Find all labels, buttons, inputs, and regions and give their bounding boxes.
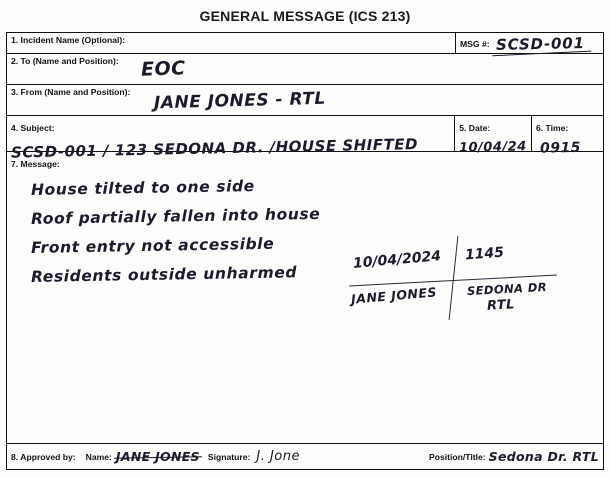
msg-number-field[interactable]: [455, 33, 603, 53]
row-to: [7, 54, 603, 85]
to-field[interactable]: [7, 54, 603, 84]
position-title-label: Position/Title:: [429, 451, 486, 462]
stamp-name: JANE JONES: [350, 284, 438, 307]
handwritten-signature-block: [347, 238, 562, 318]
row-approved-by: [7, 444, 603, 469]
signature-label: Signature:: [207, 451, 251, 462]
time-value: 0915: [539, 139, 582, 157]
stamp-time: 1145: [464, 244, 505, 264]
from-value: JANE JONES - RTL: [154, 88, 327, 114]
msg-number-value: SCSD-001: [495, 33, 585, 54]
position-title-value: Sedona Dr. RTL: [488, 449, 599, 464]
message-line: Residents outside unharmed: [30, 263, 298, 286]
row-incident-name: [7, 33, 603, 54]
date-field[interactable]: [454, 116, 531, 156]
row-from: [7, 85, 603, 116]
form-body: [6, 32, 604, 470]
page-title: GENERAL MESSAGE (ICS 213): [199, 8, 411, 24]
stamp-position-line2: RTL: [486, 297, 516, 314]
time-field[interactable]: [531, 116, 603, 157]
from-field[interactable]: [7, 85, 603, 115]
time-label: 6. Time:: [536, 123, 569, 133]
to-value: EOC: [140, 57, 186, 81]
incident-name-label: 1. Incident Name (Optional):: [11, 35, 126, 45]
message-body: [31, 178, 371, 294]
message-line: Roof partially fallen into house: [30, 204, 321, 228]
date-value: 10/04/24: [459, 139, 528, 156]
stamp-vertical-rule: [449, 236, 459, 320]
subject-label: 4. Subject:: [11, 123, 55, 133]
incident-name-field[interactable]: [7, 33, 455, 53]
stamp-position-line1: SEDONA DR: [466, 279, 548, 299]
message-field[interactable]: [7, 152, 603, 444]
row-subject-date-time: [7, 116, 603, 162]
from-label: 3. From (Name and Position):: [11, 87, 131, 97]
date-label: 5. Date:: [459, 123, 491, 133]
signature-value: J. Jone: [256, 449, 300, 464]
approved-name-value: JANE JONES: [115, 449, 200, 464]
subject-value: SCSD-001 / 123 SEDONA DR. /HOUSE SHIFTED: [10, 135, 419, 162]
stamp-date: 10/04/2024: [352, 248, 442, 272]
to-label: 2. To (Name and Position):: [11, 56, 119, 66]
message-line: House tilted to one side: [30, 177, 255, 199]
subject-field[interactable]: [7, 116, 454, 162]
approved-name-label: Name:: [85, 451, 112, 462]
message-label: 7. Message:: [11, 159, 60, 169]
msg-number-label: MSG #:: [460, 38, 490, 49]
approved-by-label: 8. Approved by:: [11, 451, 76, 462]
message-line: Front entry not accessible: [30, 234, 275, 257]
